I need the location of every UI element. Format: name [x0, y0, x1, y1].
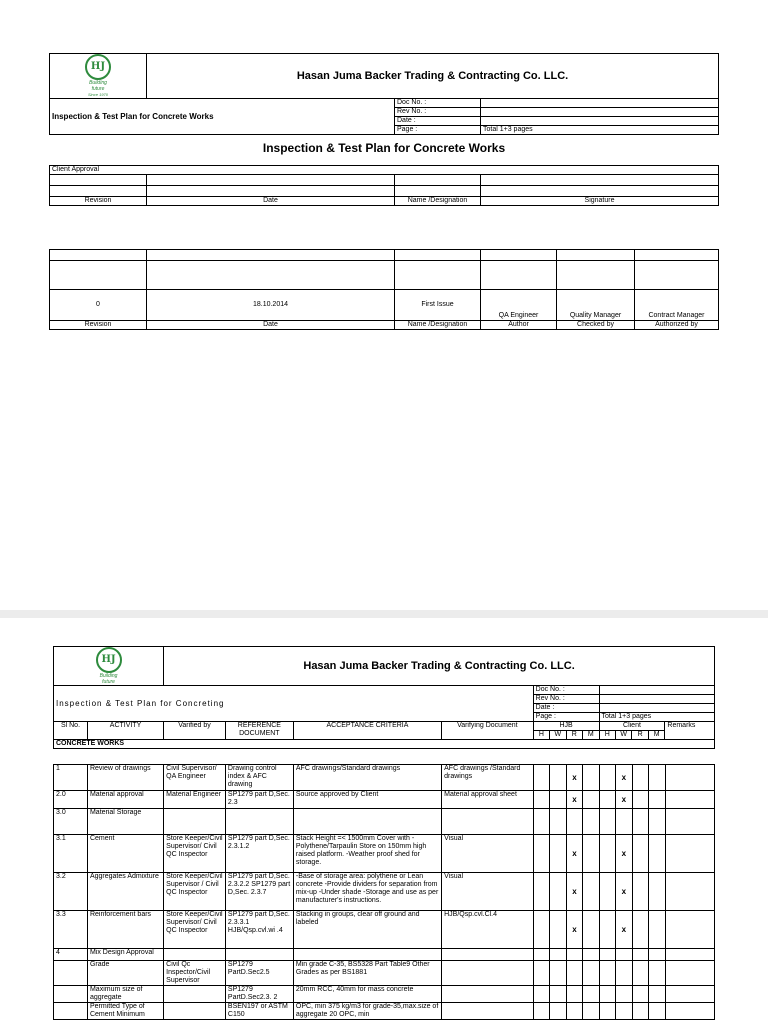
row-activity: Material approval [87, 791, 163, 809]
row-sl-no [54, 961, 88, 986]
check-cell [533, 961, 549, 986]
row-reference: SP1279 part D,Sec. 2.3 [225, 791, 293, 809]
header-table [49, 53, 719, 135]
revision-name: First Issue [395, 290, 481, 321]
col-checked-by: Checked by [557, 321, 635, 330]
company-name: Hasan Juma Backer Trading & Contracting Co. LLC. [147, 54, 719, 99]
check-cell [533, 809, 549, 835]
col-acceptance-criteria: ACCEPTANCE CRITERIA [293, 722, 441, 740]
col-date: Date [147, 197, 395, 206]
row-verified-by [164, 949, 226, 961]
row-criteria: OPC, min 375 kg/m3 for grade-35,max.size of aggregate 20 OPC, min [293, 1003, 441, 1020]
row-verifying-document: Visual [442, 835, 534, 873]
col-sl-no: Sl No. [54, 722, 88, 740]
check-cell [599, 765, 615, 791]
page-label: Page : [395, 126, 481, 135]
itp-row [54, 911, 715, 949]
itp-row [54, 1003, 715, 1020]
row-reference [225, 809, 293, 835]
check-cell [599, 961, 615, 986]
hjb-r-mark: x [566, 911, 582, 949]
row-verifying-document [442, 949, 534, 961]
check-cell [550, 1003, 566, 1020]
row-reference: SP1279 part D,Sec. 2.3.3.1 HJB/Qsp.cvl.wi .4 [225, 911, 293, 949]
row-verifying-document [442, 986, 534, 1003]
client-w-mark [616, 961, 632, 986]
col-reference-document: REFERENCE DOCUMENT [225, 722, 293, 740]
check-cell [550, 911, 566, 949]
logo-text: Building [99, 673, 118, 679]
page-value: Total 1+3 pages [599, 713, 714, 722]
hjb-r-mark [566, 949, 582, 961]
row-reference [225, 949, 293, 961]
row-activity: Permitted Type of Cement Minimum [87, 1003, 163, 1020]
check-cell [533, 911, 549, 949]
itp-row [54, 791, 715, 809]
check-cell [599, 911, 615, 949]
itp-body-table [53, 764, 715, 1020]
row-remarks [665, 835, 715, 873]
col-client-h: H [599, 731, 615, 740]
row-verified-by: Store Keeper/Civil Supervisor/ Civil QC Inspector [164, 911, 226, 949]
revision-author: QA Engineer [481, 290, 557, 321]
check-cell [550, 809, 566, 835]
itp-row [54, 809, 715, 835]
client-approval-label: Client Approval [50, 166, 719, 175]
col-client-w: W [616, 731, 632, 740]
rev-no-value [599, 695, 714, 704]
col-remarks: Remarks [665, 722, 715, 740]
client-w-mark [616, 949, 632, 961]
doc-no-label: Doc No. : [395, 99, 481, 108]
hjb-r-mark [566, 809, 582, 835]
check-cell [599, 873, 615, 911]
row-activity: Mix Design Approval [87, 949, 163, 961]
row-sl-no [54, 1003, 88, 1020]
row-verifying-document: Material approval sheet [442, 791, 534, 809]
check-cell [583, 949, 599, 961]
row-verifying-document: HJB/Qsp.cvl.Cl.4 [442, 911, 534, 949]
row-sl-no: 4 [54, 949, 88, 961]
row-verified-by [164, 986, 226, 1003]
check-cell [599, 809, 615, 835]
row-remarks [665, 809, 715, 835]
itp-row [54, 873, 715, 911]
row-sl-no: 3.1 [54, 835, 88, 873]
check-cell [632, 986, 648, 1003]
check-cell [649, 949, 665, 961]
check-cell [632, 765, 648, 791]
row-criteria: AFC drawings/Standard drawings [293, 765, 441, 791]
col-authorized-by: Authorized by [635, 321, 719, 330]
hjb-r-mark: x [566, 873, 582, 911]
col-date: Date [147, 321, 395, 330]
col-name-designation: Name /Designation [395, 197, 481, 206]
check-cell [649, 986, 665, 1003]
check-cell [632, 791, 648, 809]
check-cell [583, 835, 599, 873]
check-cell [649, 1003, 665, 1020]
col-signature: Signature [481, 197, 719, 206]
check-cell [599, 1003, 615, 1020]
page-label: Page : [533, 713, 599, 722]
row-verifying-document [442, 1003, 534, 1020]
col-activity: ACTIVITY [87, 722, 163, 740]
col-author: Author [481, 321, 557, 330]
row-remarks [665, 873, 715, 911]
date-value [599, 704, 714, 713]
check-cell [550, 791, 566, 809]
client-w-mark: x [616, 791, 632, 809]
row-reference: SP1279 PartD.Sec2.5 [225, 961, 293, 986]
revision-number: 0 [50, 290, 147, 321]
check-cell [550, 986, 566, 1003]
check-cell [632, 809, 648, 835]
col-verifying-document: Varifying Document [442, 722, 534, 740]
col-hjb-r: R [566, 731, 582, 740]
check-cell [533, 873, 549, 911]
row-criteria [293, 809, 441, 835]
client-w-mark: x [616, 873, 632, 911]
col-revision: Revision [50, 197, 147, 206]
page-value: Total 1+3 pages [481, 126, 719, 135]
check-cell [649, 873, 665, 911]
rev-no-label: Rev No. : [395, 108, 481, 117]
row-criteria: Source approved by Client [293, 791, 441, 809]
col-hjb-w: W [550, 731, 566, 740]
date-value [481, 117, 719, 126]
hjb-r-mark: x [566, 791, 582, 809]
row-verifying-document [442, 961, 534, 986]
doc-no-value [599, 686, 714, 695]
col-revision: Revision [50, 321, 147, 330]
row-activity: Maximum size of aggregate [87, 986, 163, 1003]
row-reference: BSEN197 or ASTM C150 [225, 1003, 293, 1020]
itp-row [54, 986, 715, 1003]
row-verifying-document: Visual [442, 873, 534, 911]
check-cell [632, 1003, 648, 1020]
client-w-mark [616, 986, 632, 1003]
date-label: Date : [533, 704, 599, 713]
col-hjb-h: H [533, 731, 549, 740]
check-cell [550, 765, 566, 791]
col-hjb: HJB [533, 722, 599, 731]
revision-table [49, 249, 719, 330]
check-cell [599, 949, 615, 961]
doc-no-label: Doc No. : [533, 686, 599, 695]
check-cell [599, 835, 615, 873]
row-activity: Review of drawings [87, 765, 163, 791]
check-cell [550, 961, 566, 986]
row-verified-by: Store Keeper/Civil Supervisor/ Civil QC Inspector [164, 835, 226, 873]
row-verifying-document [442, 809, 534, 835]
check-cell [583, 961, 599, 986]
check-cell [533, 765, 549, 791]
hjb-logo-icon: HJ [85, 54, 111, 80]
row-reference: Drawing control index & AFC drawing [225, 765, 293, 791]
row-verified-by [164, 1003, 226, 1020]
revision-date: 18.10.2014 [147, 290, 395, 321]
section-heading: CONCRETE WORKS [54, 740, 715, 749]
col-verified-by: Varified by [164, 722, 226, 740]
client-w-mark [616, 809, 632, 835]
row-activity: Cement [87, 835, 163, 873]
check-cell [632, 911, 648, 949]
check-cell [649, 911, 665, 949]
logo-text: Building [89, 80, 107, 86]
col-client-r: R [632, 731, 648, 740]
check-cell [533, 1003, 549, 1020]
row-remarks [665, 765, 715, 791]
itp-row [54, 765, 715, 791]
check-cell [583, 765, 599, 791]
row-activity: Reinforcement bars [87, 911, 163, 949]
check-cell [583, 1003, 599, 1020]
row-sl-no: 3.0 [54, 809, 88, 835]
check-cell [533, 791, 549, 809]
check-cell [649, 791, 665, 809]
row-remarks [665, 911, 715, 949]
itp-doc-title: Inspection & Test Plan for Concreting [54, 686, 534, 722]
row-criteria [293, 949, 441, 961]
check-cell [583, 911, 599, 949]
row-sl-no: 3.3 [54, 911, 88, 949]
row-verified-by: Civil Supervisor/ QA Engineer [164, 765, 226, 791]
row-reference: SP1279 PartD.Sec2.3. 2 [225, 986, 293, 1003]
check-cell [533, 949, 549, 961]
row-verifying-document: AFC drawings /Standard drawings [442, 765, 534, 791]
itp-header-table [53, 646, 715, 749]
rev-no-label: Rev No. : [533, 695, 599, 704]
check-cell [632, 873, 648, 911]
row-sl-no [54, 986, 88, 1003]
client-approval-table [49, 165, 719, 206]
check-cell [533, 835, 549, 873]
hjb-logo-icon: HJ [96, 647, 122, 673]
logo-text: future [91, 86, 105, 92]
row-verified-by: Store Keeper/Civil Supervisor / Civil QC Inspector [164, 873, 226, 911]
row-remarks [665, 961, 715, 986]
doc-no-value [481, 99, 719, 108]
check-cell [550, 949, 566, 961]
row-verified-by: Civil Qc Inspector/Civil Supervisor [164, 961, 226, 986]
row-reference: SP1279 part D,Sec. 2.3.2.2 SP1279 part D,Sec. 2.3.7 [225, 873, 293, 911]
itp-row [54, 961, 715, 986]
hjb-r-mark: x [566, 835, 582, 873]
check-cell [649, 961, 665, 986]
client-w-mark: x [616, 911, 632, 949]
row-sl-no: 3.2 [54, 873, 88, 911]
row-sl-no: 1 [54, 765, 88, 791]
date-label: Date : [395, 117, 481, 126]
check-cell [583, 791, 599, 809]
revision-authorized: Contract Manager [635, 290, 719, 321]
check-cell [533, 986, 549, 1003]
company-logo [56, 647, 161, 685]
col-client-m: M [648, 731, 664, 740]
main-title: Inspection & Test Plan for Concrete Works [262, 141, 506, 155]
row-activity: Grade [87, 961, 163, 986]
check-cell [632, 835, 648, 873]
row-activity: Material Storage [87, 809, 163, 835]
check-cell [599, 986, 615, 1003]
client-w-mark: x [616, 765, 632, 791]
row-criteria: Stacking in groups, clear off ground and labeled [293, 911, 441, 949]
logo-cell [54, 647, 164, 686]
check-cell [649, 809, 665, 835]
hjb-r-mark [566, 986, 582, 1003]
col-hjb-m: M [583, 731, 599, 740]
doc-title: Inspection & Test Plan for Concrete Works [50, 99, 395, 135]
check-cell [583, 986, 599, 1003]
company-logo [52, 54, 144, 98]
row-criteria: 20mm RCC, 40mm for mass concrete [293, 986, 441, 1003]
check-cell [550, 873, 566, 911]
client-w-mark [616, 1003, 632, 1020]
row-verified-by: Material Engineer [164, 791, 226, 809]
row-remarks [665, 1003, 715, 1020]
logo-text: future [102, 679, 115, 685]
page-2 [0, 618, 768, 1024]
check-cell [583, 873, 599, 911]
logo-text: Since 1970 [87, 92, 108, 97]
rev-no-value [481, 108, 719, 117]
row-sl-no: 2.0 [54, 791, 88, 809]
row-verified-by [164, 809, 226, 835]
logo-cell [50, 54, 147, 99]
row-activity: Aggregates Admixture [87, 873, 163, 911]
row-remarks [665, 949, 715, 961]
hjb-r-mark [566, 961, 582, 986]
company-name: Hasan Juma Backer Trading & Contracting Co. LLC. [164, 647, 715, 686]
row-criteria: -Base of storage area: polythene or Lean concrete -Provide dividers for separation from mix-up -Under shade -Storage and use as per manufacturer's instructions. [293, 873, 441, 911]
check-cell [649, 835, 665, 873]
row-criteria: Min grade C-35, BS5328 Part Table9 Other Grades as per BS1881 [293, 961, 441, 986]
itp-row [54, 835, 715, 873]
row-reference: SP1279 part D,Sec. 2.3.1.2 [225, 835, 293, 873]
check-cell [550, 835, 566, 873]
hjb-r-mark [566, 1003, 582, 1020]
col-client: Client [599, 722, 665, 731]
row-remarks [665, 986, 715, 1003]
check-cell [632, 961, 648, 986]
revision-checked: Quality Manager [557, 290, 635, 321]
hjb-r-mark: x [566, 765, 582, 791]
itp-row [54, 949, 715, 961]
col-name-designation: Name /Designation [395, 321, 481, 330]
row-remarks [665, 791, 715, 809]
check-cell [599, 791, 615, 809]
row-criteria: Stack Height =< 1500mm Cover with -Polythene/Tarpaulin Store on 150mm high raised platform. -Weather proof shed for storage. [293, 835, 441, 873]
check-cell [649, 765, 665, 791]
client-w-mark: x [616, 835, 632, 873]
check-cell [632, 949, 648, 961]
check-cell [583, 809, 599, 835]
